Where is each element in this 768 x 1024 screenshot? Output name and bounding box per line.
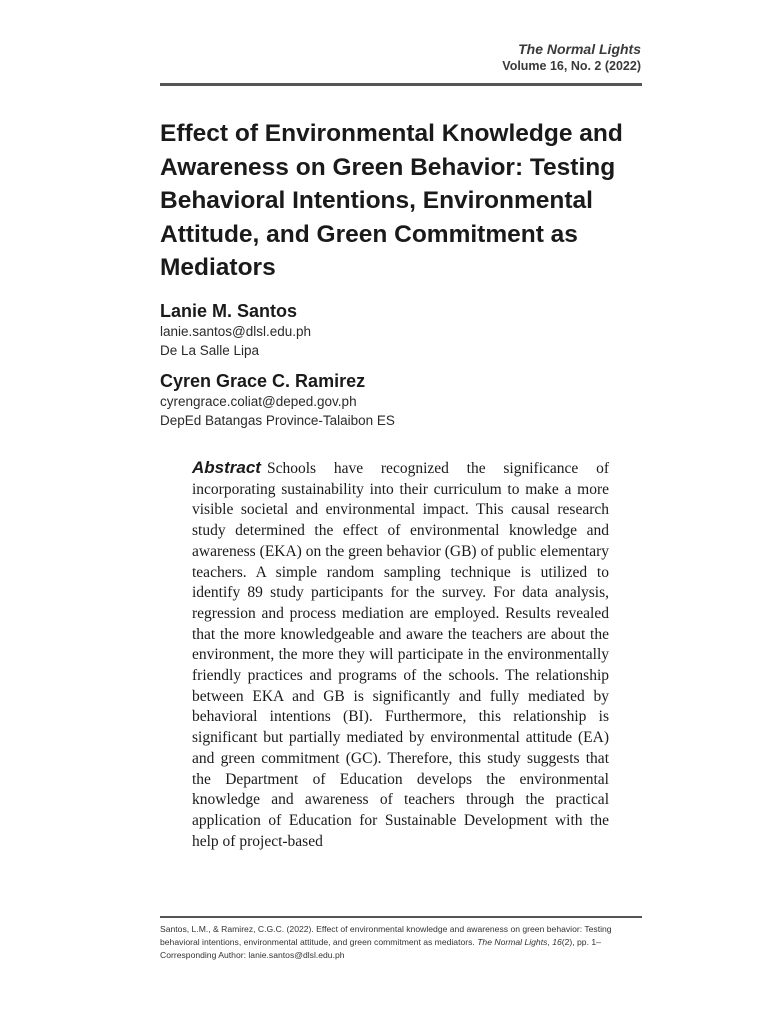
citation-footer	[160, 923, 642, 962]
abstract	[192, 458, 609, 852]
citation-journal: The Normal Lights	[477, 937, 548, 947]
corresponding-author: Corresponding Author: lanie.santos@dlsl.edu.ph	[160, 950, 345, 960]
author-block	[160, 370, 395, 430]
footer-divider	[160, 916, 642, 918]
author-name: Cyren Grace C. Ramirez	[160, 371, 366, 391]
author-email: cyrengrace.coliat@deped.gov.ph	[160, 394, 357, 409]
article-title: Effect of Environmental Knowledge and Awareness on Green Behavior: Testing Behavioral Intentions, Environmental Attitude, and Green Commitment as Mediators	[160, 120, 623, 281]
abstract-label: Abstract	[192, 458, 261, 477]
running-header	[502, 40, 641, 75]
author-block	[160, 300, 311, 360]
journal-name: The Normal Lights	[518, 41, 641, 57]
citation	[160, 923, 642, 949]
citation-suffix: (2), pp. 1–	[561, 937, 601, 947]
author-affiliation: DepEd Batangas Province-Talaibon ES	[160, 413, 395, 428]
citation-separator: ,	[547, 937, 553, 947]
header-divider	[160, 83, 642, 86]
author-name: Lanie M. Santos	[160, 301, 298, 321]
citation-volume: 16	[552, 937, 562, 947]
author-email: lanie.santos@dlsl.edu.ph	[160, 324, 312, 339]
author-affiliation: De La Salle Lipa	[160, 343, 260, 358]
abstract-text: Schools have recognized the significance of incorporating sustainability into their curriculum to make a more visible societal and environmental impact. This causal research study determined the effect of environmental knowledge and awareness (EKA) on the green behavior (GB) of public elementary teachers. A simple random sampling technique is utilized to identify 89 study participants for the survey. For data analysis, regression and process mediation are employed. Results revealed that the more knowledgeable and aware the teachers are about the environment, the more they will participate in the environmentally friendly practices and programs of the schools. The relationship between EKA and GB is significantly and fully mediated by behavioral intentions (BI). Furthermore, this relationship is significant but partially mediated by environmental attitude (EA) and green commitment (GC). Therefore, this study suggests that the Department of Education develops the environmental knowledge and awareness of teachers through the practical application of Education for Sustainable Development with the help of project-based	[192, 460, 609, 850]
citation-prefix: Santos, L.M., & Ramirez, C.G.C. (2022). Effect of environmental knowledge and awareness on green behavior: Testing behavioral intentions, environmental attitude, and green commitment as mediators.	[160, 924, 612, 947]
volume-issue: Volume 16, No. 2 (2022)	[502, 59, 641, 73]
